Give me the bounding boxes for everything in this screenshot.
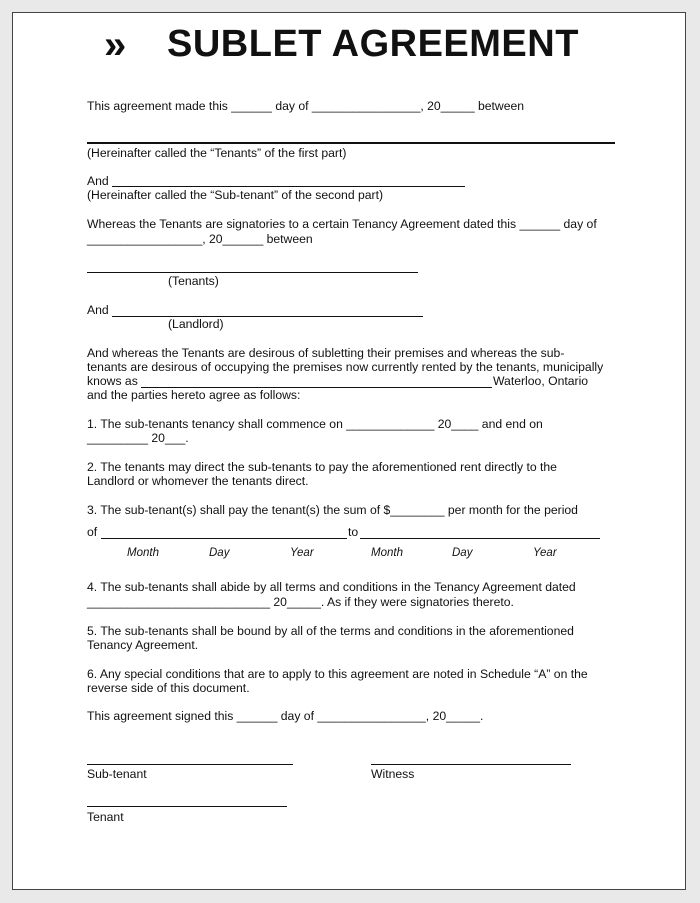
- period-label: Year: [533, 547, 557, 559]
- signed-line: This agreement signed this ______ day of ________________, 20_____.: [87, 709, 484, 723]
- city-text: Waterloo, Ontario: [493, 374, 589, 388]
- clause-3: 3. The sub-tenant(s) shall pay the tenant(s) the sum of $________ per month for the period: [87, 503, 578, 517]
- page-title: SUBLET AGREEMENT: [167, 23, 579, 65]
- whereas-line: Whereas the Tenants are signatories to a certain Tenancy Agreement dated this ______ day of: [87, 217, 597, 231]
- tenant-signature-line: [87, 806, 287, 807]
- clause-5-cont: Tenancy Agreement.: [87, 638, 199, 652]
- landlord-line: [112, 316, 423, 317]
- subtenant-second-part-note: (Hereinafter called the “Sub-tenant” of the second part): [87, 188, 384, 202]
- tenants-name-line: [87, 142, 615, 144]
- period-of-label: of: [87, 525, 98, 539]
- clause-6-cont: reverse side of this document.: [87, 681, 250, 695]
- landlord-caption: (Landlord): [168, 317, 224, 331]
- clause-2: 2. The tenants may direct the sub-tenants to pay the aforementioned rent directly to the: [87, 460, 557, 474]
- period-end-line: [360, 538, 600, 539]
- subtenant-name-line: [112, 186, 465, 187]
- whereas-date-line: _________________, 20______ between: [87, 232, 313, 246]
- period-label: Month: [371, 547, 403, 559]
- subtenant-signature-line: [87, 764, 293, 765]
- tenant-signature-label: Tenant: [87, 810, 124, 824]
- period-label: Year: [290, 547, 314, 559]
- and-label-2: And: [87, 303, 109, 317]
- period-to-label: to: [348, 525, 359, 539]
- intro-line: This agreement made this ______ day of ________________, 20_____ between: [87, 99, 525, 113]
- agree-line: and the parties hereto agree as follows:: [87, 388, 301, 402]
- and-whereas-line-1: And whereas the Tenants are desirous of subletting their premises and whereas the sub-: [87, 346, 565, 360]
- period-label: Month: [127, 547, 159, 559]
- tenants-caption: (Tenants): [168, 274, 219, 288]
- period-label: Day: [209, 547, 230, 559]
- tenants-signature-line: [87, 272, 418, 273]
- tenants-first-part-note: (Hereinafter called the “Tenants” of the first part): [87, 146, 347, 160]
- and-whereas-line-2: tenants are desirous of occupying the premises now currently rented by the tenants, municipally: [87, 360, 604, 374]
- clause-4-cont: ___________________________ 20_____. As if they were signatories thereto.: [87, 595, 514, 609]
- subtenant-signature-label: Sub-tenant: [87, 767, 147, 781]
- clause-5: 5. The sub-tenants shall be bound by all of the terms and conditions in the aforementioned: [87, 624, 574, 638]
- period-start-line: [101, 538, 347, 539]
- chevron-icon: »: [104, 23, 127, 67]
- period-label: Day: [452, 547, 473, 559]
- knows-as-label: knows as: [87, 374, 138, 388]
- and-label: And: [87, 174, 109, 188]
- clause-1-end: _________ 20___.: [87, 431, 189, 445]
- clause-4: 4. The sub-tenants shall abide by all terms and conditions in the Tenancy Agreement dated: [87, 580, 576, 594]
- witness-signature-label: Witness: [371, 767, 415, 781]
- clause-1: 1. The sub-tenants tenancy shall commence on _____________ 20____ and end on: [87, 417, 543, 431]
- clause-6: 6. Any special conditions that are to apply to this agreement are noted in Schedule “A” on the: [87, 667, 588, 681]
- witness-signature-line: [371, 764, 571, 765]
- clause-2-cont: Landlord or whomever the tenants direct.: [87, 474, 309, 488]
